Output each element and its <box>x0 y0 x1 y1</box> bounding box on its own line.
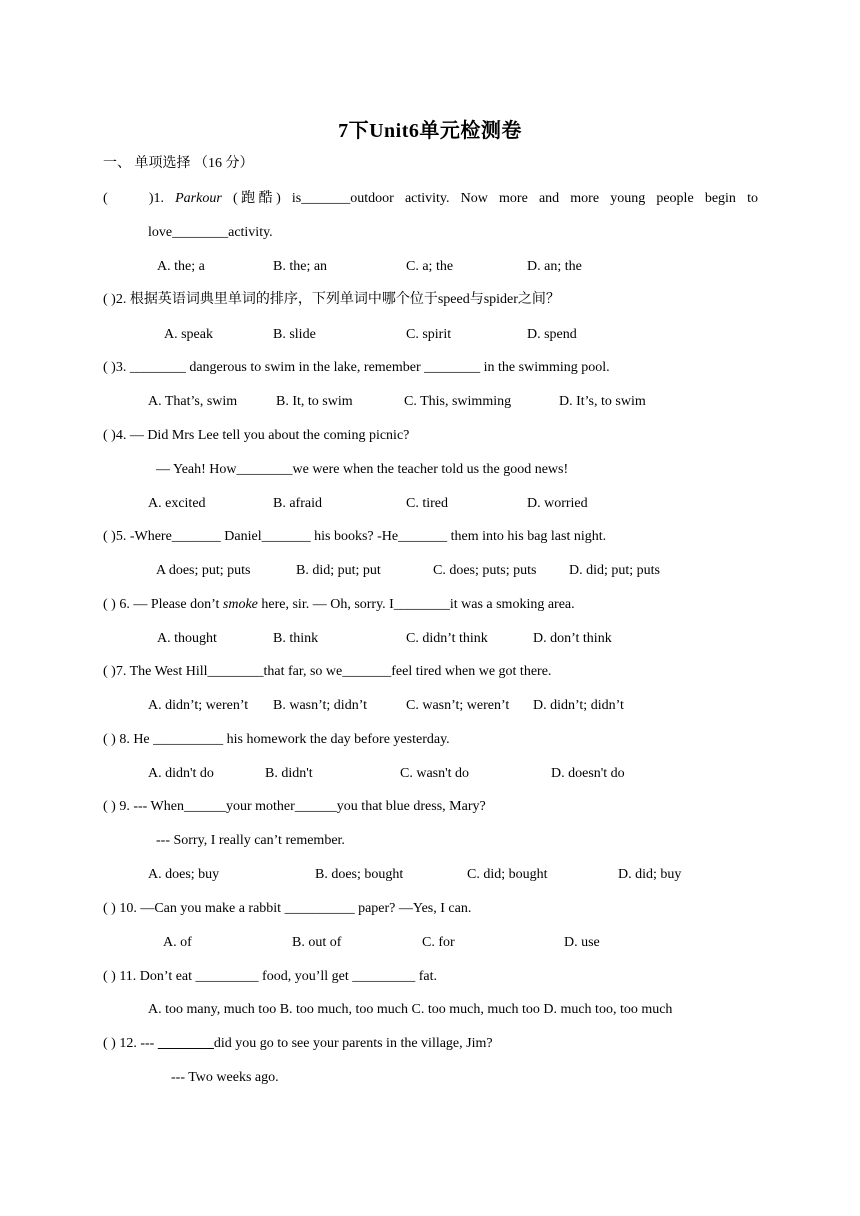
q2-option-c: C. spirit <box>406 327 452 342</box>
q2-option-d: D. spend <box>527 327 577 342</box>
q1-option-d: D. an; the <box>527 259 582 274</box>
q6-stem-emphasis: smoke <box>222 597 258 612</box>
q2-option-a: A. speak <box>164 327 213 342</box>
q4-option-a: A. excited <box>148 496 206 511</box>
q1-word: activity. <box>404 191 450 206</box>
q1-word: young <box>610 191 646 206</box>
q9-option-a: A. does; buy <box>148 867 220 882</box>
q6-stem-b: here, sir. — Oh, sorry. I________it was a smoking area. <box>257 597 575 612</box>
q9-option-d: D. did; buy <box>618 867 682 882</box>
q4-option-b: B. afraid <box>273 496 322 511</box>
q1-option-b: B. the; an <box>273 259 328 274</box>
question-12 <box>103 1035 493 1053</box>
q4-option-d: D. worried <box>527 496 588 511</box>
q12-stem-a: ( ) 12. --- <box>103 1036 158 1051</box>
q5-option-c: C. does; puts; puts <box>433 563 537 578</box>
question-12-line2: --- Two weeks ago. <box>171 1070 279 1085</box>
q7-option-a: A. didn’t; weren’t <box>148 698 249 713</box>
q8-option-a: A. didn't do <box>148 766 214 781</box>
q7-option-c: C. wasn’t; weren’t <box>406 698 510 713</box>
q6-option-d: D. don’t think <box>533 631 612 646</box>
q3-option-b: B. It, to swim <box>276 394 353 409</box>
q1-word: )1. <box>148 191 164 206</box>
q3-option-a: A. That’s, swim <box>148 394 238 409</box>
q12-blank: ________ <box>157 1036 214 1051</box>
q6-option-a: A. thought <box>157 631 217 646</box>
question-7: ( )7. The West Hill________that far, so we_______feel tired when we got there. <box>103 664 552 679</box>
q11-options: A. too many, much too B. too much, too much C. too much, much too D. much too, too much <box>148 1002 673 1017</box>
q8-option-d: D. doesn't do <box>551 766 625 781</box>
q4-option-c: C. tired <box>406 496 448 511</box>
question-9-line2: --- Sorry, I really can’t remember. <box>156 833 345 848</box>
q7-option-d: D. didn’t; didn’t <box>533 698 624 713</box>
q10-option-d: D. use <box>564 935 600 950</box>
question-3: ( )3. ________ dangerous to swim in the lake, remember ________ in the swimming pool. <box>103 360 610 375</box>
question-4-line2: — Yeah! How________we were when the teacher told us the good news! <box>156 462 569 477</box>
q1-word: ( 跑 酷 ) <box>232 191 281 206</box>
page-title: 7下Unit6单元检测卷 <box>338 120 522 142</box>
q1-word: ( <box>103 191 108 206</box>
q10-option-a: A. of <box>163 935 192 950</box>
question-4: ( )4. — Did Mrs Lee tell you about the coming picnic? <box>103 428 410 443</box>
question-2: ( )2. 根据英语词典里单词的排序，下列单词中哪个位于speed与spider之间？ <box>103 292 560 307</box>
q5-option-b: B. did; put; put <box>296 563 381 578</box>
q5-option-d: D. did; put; puts <box>569 563 661 578</box>
question-1 <box>103 190 758 208</box>
question-9: ( ) 9. --- When______your mother______you that blue dress, Mary? <box>103 799 486 814</box>
q7-option-b: B. wasn’t; didn’t <box>273 698 367 713</box>
q2-option-b: B. slide <box>273 327 316 342</box>
q1-option-a: A. the; a <box>157 259 205 274</box>
q1-word: Parkour <box>175 191 222 206</box>
q10-option-b: B. out of <box>292 935 342 950</box>
q1-option-c: C. a; the <box>406 259 454 274</box>
q8-option-b: B. didn't <box>265 766 313 781</box>
q3-option-c: C. This, swimming <box>404 394 512 409</box>
q6-option-b: B. think <box>273 631 319 646</box>
question-8: ( ) 8. He __________ his homework the day before yesterday. <box>103 732 450 747</box>
question-6 <box>103 596 575 614</box>
q9-option-c: C. did; bought <box>467 867 548 882</box>
q1-word: to <box>747 191 758 206</box>
question-11: ( ) 11. Don’t eat _________ food, you’ll get _________ fat. <box>103 969 438 984</box>
question-10: ( ) 10. —Can you make a rabbit __________ paper? —Yes, I can. <box>103 901 472 916</box>
question-1-line2: love________activity. <box>148 225 273 240</box>
q3-option-d: D. It’s, to swim <box>559 394 646 409</box>
q6-stem-a: ( ) 6. — Please don’t <box>103 597 223 612</box>
q9-option-b: B. does; bought <box>315 867 404 882</box>
section-heading: 一、 单项选择 （16 分） <box>103 156 254 171</box>
q1-word: people <box>656 191 694 206</box>
q1-word: and <box>538 191 560 206</box>
q1-word: Now <box>460 191 488 206</box>
q6-option-c: C. didn’t think <box>406 631 488 646</box>
q8-option-c: C. wasn't do <box>400 766 470 781</box>
q1-word: more <box>499 191 528 206</box>
q1-word: is_______outdoor <box>291 191 394 206</box>
q5-option-a: A does; put; puts <box>156 563 251 578</box>
q1-word: more <box>570 191 600 206</box>
q10-option-c: C. for <box>422 935 455 950</box>
q12-stem-b: did you go to see your parents in the village, Jim? <box>213 1036 493 1051</box>
q1-word: begin <box>704 191 736 206</box>
question-5: ( )5. -Where_______ Daniel_______ his books? -He_______ them into his bag last night. <box>103 529 607 544</box>
